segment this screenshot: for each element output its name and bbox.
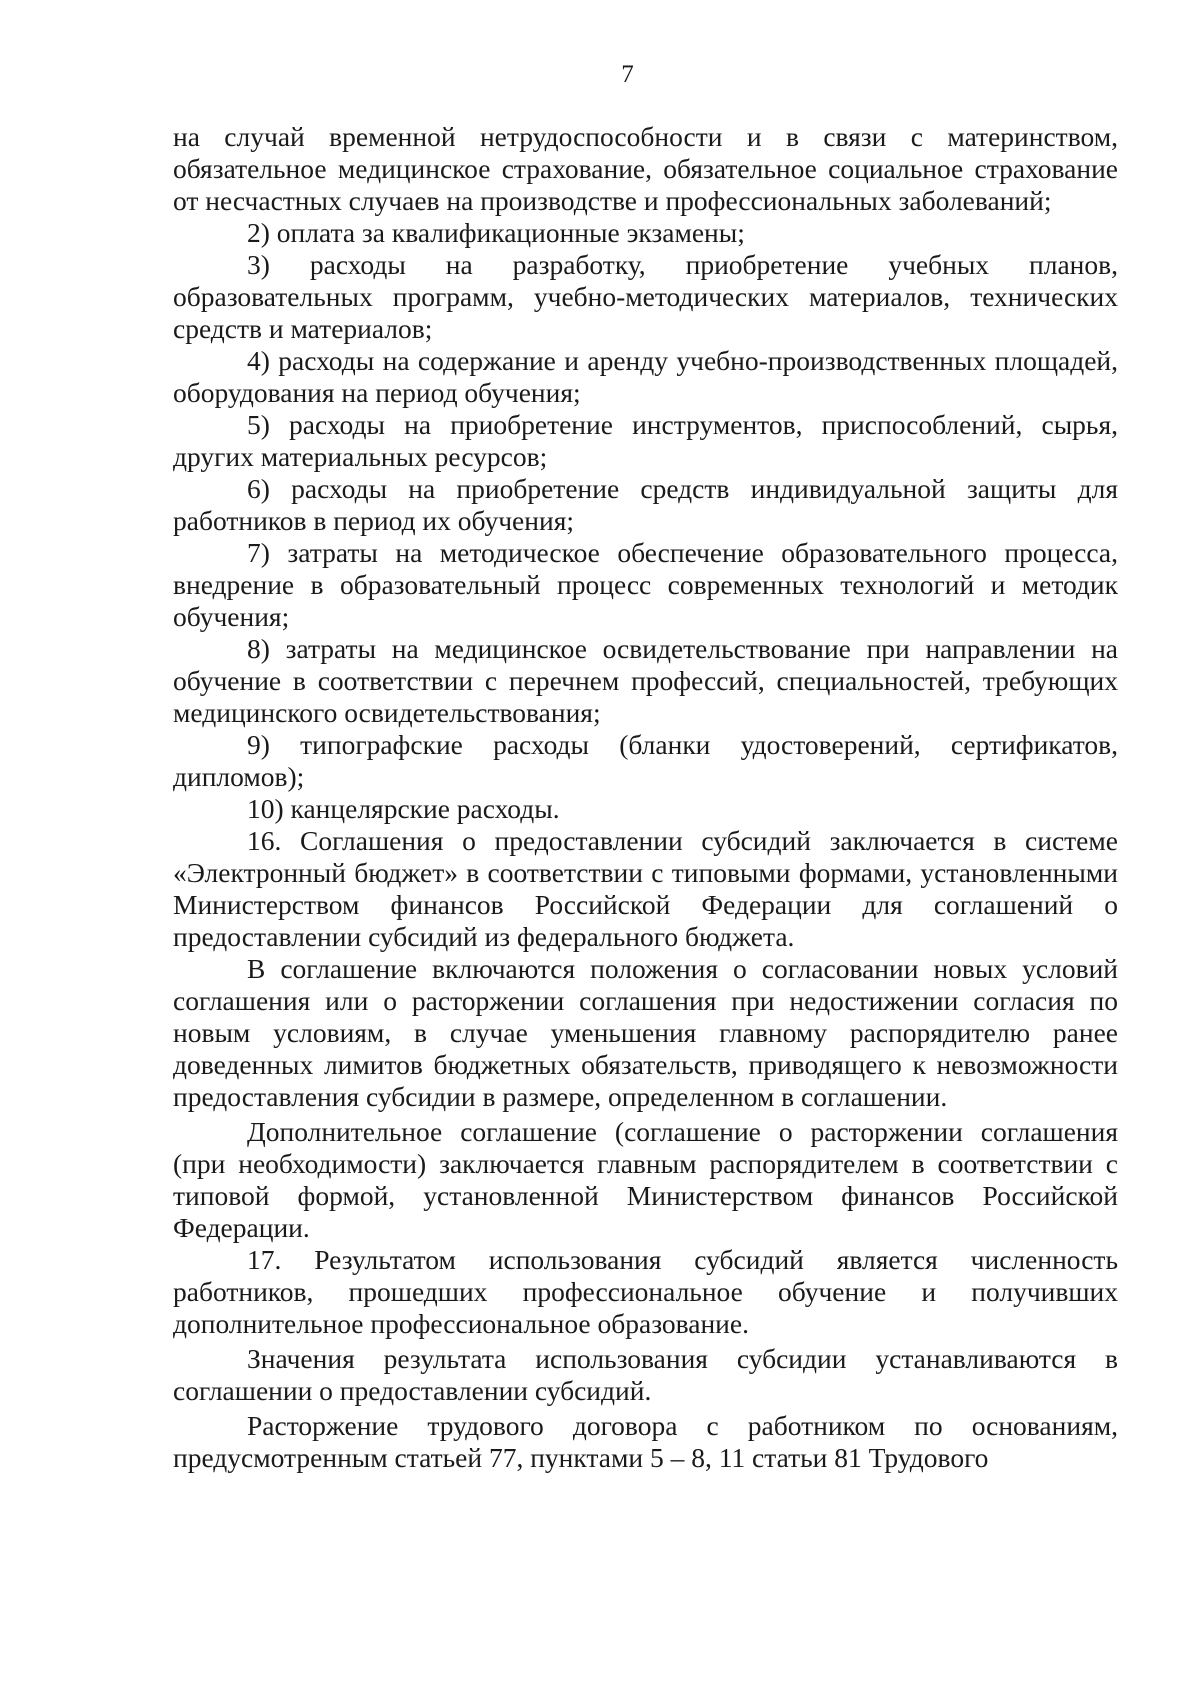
document-body [173, 121, 1118, 1474]
paragraph-item-6-protective-equipment: 6) расходы на приобретение средств индивидуальной защиты для работников в период их обучения; [173, 473, 1118, 536]
paragraph-clause-17-result: 17. Результатом использования субсидий является численность работников, прошедших профессиональное обучение и получивших дополнительное профессиональное образование. [173, 1244, 1118, 1339]
paragraph-item-8-medical-examination: 8) затраты на медицинское освидетельствование при направлении на обучение в соответствии с перечнем профессий, специальностей, требующих медицинского освидетельствования; [173, 633, 1118, 728]
paragraph-item-3-curriculum-costs: 3) расходы на разработку, приобретение учебных планов, образовательных программ, учебно-методических материалов, технических средств и материалов; [173, 249, 1118, 344]
paragraph-item-4-premises-costs: 4) расходы на содержание и аренду учебно-производственных площадей, оборудования на период обучения; [173, 345, 1118, 408]
paragraph-agreement-conditions: В соглашение включаются положения о согласовании новых условий соглашения или о расторжении соглашения при недостижении согласия по новым условиям, в случае уменьшения главному распорядителю ранее доведенных лимитов бюджетных обязательств, приводящего к невозможности предоставления субсидии в размере, определенном в соглашении. [173, 953, 1118, 1112]
paragraph-clause-16-agreements: 16. Соглашения о предоставлении субсидий заключается в системе «Электронный бюджет» в соответствии с типовыми формами, установленными Министерством финансов Российской Федерации для соглашений о предоставлении субсидий из федерального бюджета. [173, 825, 1118, 952]
paragraph-item-7-methodical-support: 7) затраты на методическое обеспечение образовательного процесса, внедрение в образовательный процесс современных технологий и методик обучения; [173, 537, 1118, 632]
page-number: 7 [621, 61, 634, 88]
paragraph-item-10-stationery: 10) канцелярские расходы. [247, 793, 560, 824]
paragraph-result-values: Значения результата использования субсидии устанавливаются в соглашении о предоставлении субсидий. [173, 1343, 1118, 1406]
paragraph-item-2-exam-fees: 2) оплата за квалификационные экзамены; [247, 217, 745, 248]
paragraph-item-5-tools-costs: 5) расходы на приобретение инструментов, приспособлений, сырья, других материальных ресурсов; [173, 409, 1118, 472]
paragraph-additional-agreement: Дополнительное соглашение (соглашение о расторжении соглашения (при необходимости) заключается главным распорядителем в соответствии с типовой формой, установленной Министерством финансов Российской Федерации. [173, 1116, 1118, 1243]
paragraph-item-9-printing-costs: 9) типографские расходы (бланки удостоверений, сертификатов, дипломов); [173, 729, 1118, 792]
paragraph-social-insurance-continuation: на случай временной нетрудоспособности и в связи с материнством, обязательное медицинское страхование, обязательное социальное страхование от несчастных случаев на производстве и профессиональных заболеваний; [173, 121, 1118, 216]
paragraph-labor-contract-termination: Расторжение трудового договора с работником по основаниям, предусмотренным статьей 77, пунктами 5 – 8, 11 статьи 81 Трудового [173, 1410, 1118, 1473]
